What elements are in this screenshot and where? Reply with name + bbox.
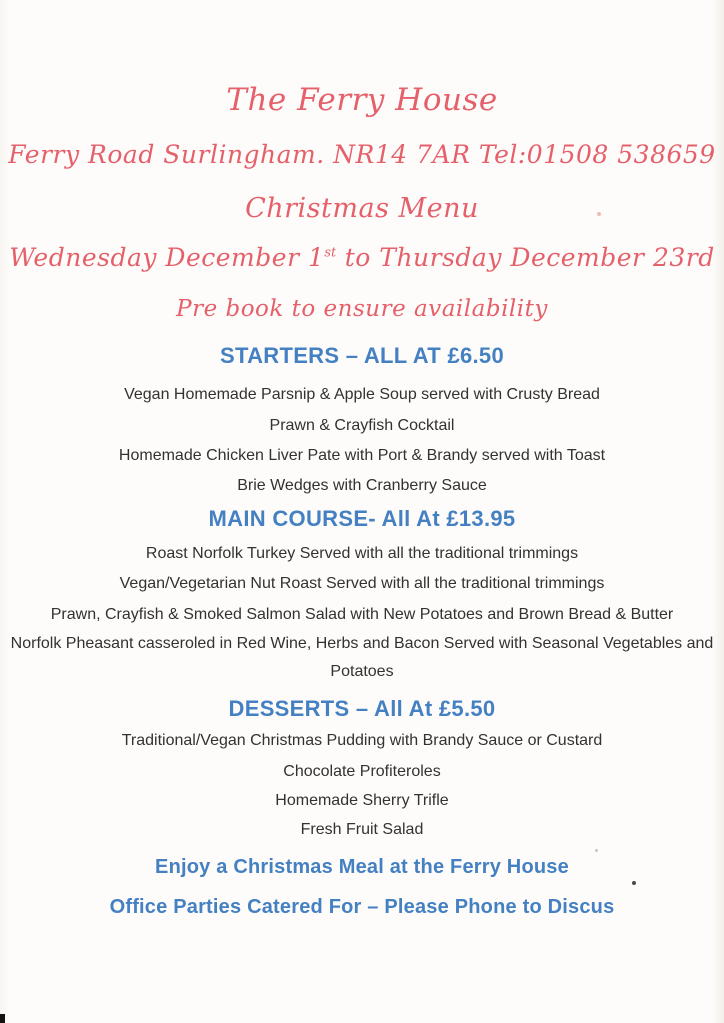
date-range-suffix: to Thursday December 23rd bbox=[336, 243, 715, 272]
footer-tagline: Enjoy a Christmas Meal at the Ferry House bbox=[155, 856, 569, 878]
restaurant-name: The Ferry House bbox=[226, 82, 498, 118]
menu-item-continuation: Potatoes bbox=[330, 663, 394, 680]
menu-item: Prawn & Crayfish Cocktail bbox=[269, 417, 455, 434]
menu-item: Vegan Homemade Parsnip & Apple Soup served with Crusty Bread bbox=[124, 386, 600, 403]
menu-item: Homemade Chicken Liver Pate with Port & Brandy served with Toast bbox=[118, 447, 606, 464]
date-range bbox=[0, 243, 724, 272]
menu-item: Homemade Sherry Trifle bbox=[275, 792, 449, 809]
booking-note: Pre book to ensure availability bbox=[176, 296, 548, 322]
scan-speck bbox=[595, 849, 598, 852]
scan-speck bbox=[597, 212, 601, 216]
scan-corner-artifact bbox=[0, 1014, 5, 1023]
menu-item: Traditional/Vegan Christmas Pudding with Brandy Sauce or Custard bbox=[121, 732, 603, 749]
menu-item: Vegan/Vegetarian Nut Roast Served with all the traditional trimmings bbox=[119, 575, 605, 592]
menu-item: Norfolk Pheasant casseroled in Red Wine, Herbs and Bacon Served with Seasonal Vegetables and bbox=[10, 635, 714, 652]
date-range-prefix: Wednesday December 1 bbox=[9, 243, 325, 272]
menu-title: Christmas Menu bbox=[245, 193, 479, 224]
menu-item: Fresh Fruit Salad bbox=[300, 821, 424, 838]
date-ordinal-suffix: st bbox=[324, 245, 337, 261]
scan-speck bbox=[632, 881, 636, 885]
section-heading-desserts: DESSERTS – All At £5.50 bbox=[228, 696, 496, 721]
section-heading-starters: STARTERS – ALL AT £6.50 bbox=[220, 343, 504, 368]
menu-item: Chocolate Profiteroles bbox=[283, 763, 441, 780]
menu-item: Prawn, Crayfish & Smoked Salmon Salad with New Potatoes and Brown Bread & Butter bbox=[50, 606, 674, 623]
section-heading-main-course: MAIN COURSE- All At £13.95 bbox=[208, 506, 516, 531]
menu-item: Brie Wedges with Cranberry Sauce bbox=[237, 477, 487, 494]
footer-office-parties: Office Parties Catered For – Please Phone to Discus bbox=[109, 896, 615, 918]
address-line: Ferry Road Surlingham. NR14 7AR Tel:01508 538659 bbox=[8, 140, 716, 169]
menu-item: Roast Norfolk Turkey Served with all the traditional trimmings bbox=[145, 545, 579, 562]
